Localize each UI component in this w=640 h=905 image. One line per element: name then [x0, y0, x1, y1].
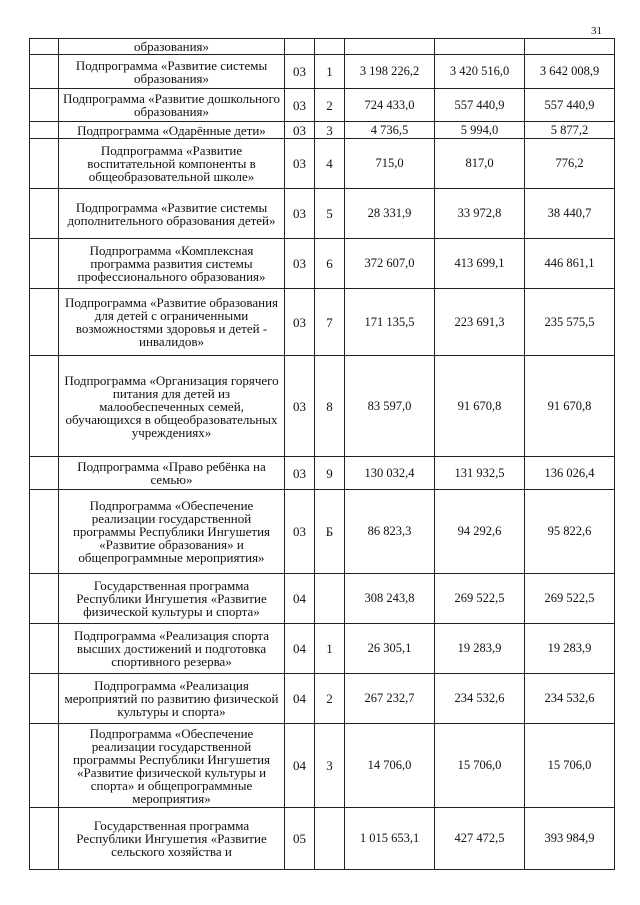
table-row	[30, 808, 615, 870]
table-row	[30, 457, 615, 490]
subprogram-code: 3	[315, 122, 345, 139]
amount-year-2	[435, 39, 525, 55]
budget-table	[29, 38, 615, 870]
amount-year-2: 94 292,6	[435, 490, 525, 574]
subprogram-code: 6	[315, 239, 345, 289]
program-name: Подпрограмма «Развитие образования для детей с ограниченными возможностями здоровья и детей - инвалидов»	[59, 289, 285, 356]
program-name: Подпрограмма «Обеспечение реализации государственной программы Республики Ингушетия «Развитие образования» и общепрограммные мероприятия»	[59, 490, 285, 574]
table-row	[30, 289, 615, 356]
table-row	[30, 624, 615, 674]
amount-year-1	[345, 39, 435, 55]
empty-cell	[30, 122, 59, 139]
program-name: Государственная программа Республики Ингушетия «Развитие физической культуры и спорта»	[59, 574, 285, 624]
program-code: 03	[285, 356, 315, 457]
subprogram-code: 8	[315, 356, 345, 457]
table-row	[30, 89, 615, 122]
empty-cell	[30, 189, 59, 239]
amount-year-1: 3 198 226,2	[345, 55, 435, 89]
subprogram-code	[315, 808, 345, 870]
empty-cell	[30, 457, 59, 490]
amount-year-2: 234 532,6	[435, 674, 525, 724]
program-code: 04	[285, 624, 315, 674]
subprogram-code	[315, 574, 345, 624]
table-row	[30, 674, 615, 724]
table-row	[30, 490, 615, 574]
amount-year-1: 267 232,7	[345, 674, 435, 724]
amount-year-3: 234 532,6	[525, 674, 615, 724]
subprogram-code: 3	[315, 724, 345, 808]
amount-year-1: 86 823,3	[345, 490, 435, 574]
program-name: Подпрограмма «Развитие воспитательной компоненты в общеобразовательной школе»	[59, 139, 285, 189]
empty-cell	[30, 624, 59, 674]
empty-cell	[30, 39, 59, 55]
amount-year-2: 269 522,5	[435, 574, 525, 624]
amount-year-2: 3 420 516,0	[435, 55, 525, 89]
amount-year-3: 776,2	[525, 139, 615, 189]
amount-year-2: 19 283,9	[435, 624, 525, 674]
amount-year-2: 427 472,5	[435, 808, 525, 870]
program-code: 03	[285, 457, 315, 490]
program-name: Подпрограмма «Реализация мероприятий по развитию физической культуры и спорта»	[59, 674, 285, 724]
amount-year-3: 38 440,7	[525, 189, 615, 239]
empty-cell	[30, 574, 59, 624]
amount-year-3: 15 706,0	[525, 724, 615, 808]
subprogram-code: 1	[315, 55, 345, 89]
amount-year-2: 557 440,9	[435, 89, 525, 122]
amount-year-1: 724 433,0	[345, 89, 435, 122]
program-code: 03	[285, 139, 315, 189]
amount-year-1: 372 607,0	[345, 239, 435, 289]
amount-year-2: 33 972,8	[435, 189, 525, 239]
amount-year-2: 817,0	[435, 139, 525, 189]
empty-cell	[30, 139, 59, 189]
amount-year-1: 171 135,5	[345, 289, 435, 356]
program-code: 03	[285, 189, 315, 239]
amount-year-1: 308 243,8	[345, 574, 435, 624]
table-row	[30, 122, 615, 139]
program-code: 03	[285, 289, 315, 356]
subprogram-code: 2	[315, 674, 345, 724]
program-code: 04	[285, 674, 315, 724]
table-row	[30, 189, 615, 239]
amount-year-2: 5 994,0	[435, 122, 525, 139]
empty-cell	[30, 674, 59, 724]
program-code: 03	[285, 89, 315, 122]
amount-year-3: 269 522,5	[525, 574, 615, 624]
amount-year-1: 26 305,1	[345, 624, 435, 674]
program-name: Подпрограмма «Реализация спорта высших достижений и подготовка спортивного резерва»	[59, 624, 285, 674]
amount-year-2: 15 706,0	[435, 724, 525, 808]
subprogram-code: 4	[315, 139, 345, 189]
subprogram-code: 2	[315, 89, 345, 122]
amount-year-1: 715,0	[345, 139, 435, 189]
amount-year-1: 130 032,4	[345, 457, 435, 490]
empty-cell	[30, 356, 59, 457]
subprogram-code: Б	[315, 490, 345, 574]
subprogram-code: 9	[315, 457, 345, 490]
program-code: 03	[285, 239, 315, 289]
table-row	[30, 574, 615, 624]
program-code: 03	[285, 490, 315, 574]
table-row	[30, 55, 615, 89]
amount-year-3: 95 822,6	[525, 490, 615, 574]
program-code: 05	[285, 808, 315, 870]
amount-year-2: 223 691,3	[435, 289, 525, 356]
subprogram-code: 1	[315, 624, 345, 674]
empty-cell	[30, 490, 59, 574]
amount-year-3: 446 861,1	[525, 239, 615, 289]
program-code	[285, 39, 315, 55]
table-row	[30, 356, 615, 457]
program-code: 04	[285, 574, 315, 624]
table-row	[30, 239, 615, 289]
amount-year-3	[525, 39, 615, 55]
program-code: 03	[285, 122, 315, 139]
empty-cell	[30, 289, 59, 356]
amount-year-1: 1 015 653,1	[345, 808, 435, 870]
table-row	[30, 39, 615, 55]
amount-year-1: 83 597,0	[345, 356, 435, 457]
program-name: Подпрограмма «Развитие дошкольного образования»	[59, 89, 285, 122]
empty-cell	[30, 724, 59, 808]
subprogram-code	[315, 39, 345, 55]
table-row	[30, 139, 615, 189]
program-name: образования»	[59, 39, 285, 55]
amount-year-2: 131 932,5	[435, 457, 525, 490]
amount-year-2: 91 670,8	[435, 356, 525, 457]
program-name: Подпрограмма «Право ребёнка на семью»	[59, 457, 285, 490]
program-code: 03	[285, 55, 315, 89]
program-name: Подпрограмма «Обеспечение реализации государственной программы Республики Ингушетия «Развитие физической культуры и спорта» и общепрограммные мероприятия»	[59, 724, 285, 808]
amount-year-1: 14 706,0	[345, 724, 435, 808]
amount-year-3: 557 440,9	[525, 89, 615, 122]
amount-year-3: 19 283,9	[525, 624, 615, 674]
program-name: Подпрограмма «Развитие системы дополнительного образования детей»	[59, 189, 285, 239]
amount-year-1: 28 331,9	[345, 189, 435, 239]
program-name: Подпрограмма «Организация горячего питания для детей из малообеспеченных семей, обучающихся в общеобразовательных учреждениях»	[59, 356, 285, 457]
amount-year-1: 4 736,5	[345, 122, 435, 139]
table-row	[30, 724, 615, 808]
amount-year-3: 235 575,5	[525, 289, 615, 356]
empty-cell	[30, 239, 59, 289]
amount-year-2: 413 699,1	[435, 239, 525, 289]
program-name: Государственная программа Республики Ингушетия «Развитие сельского хозяйства и	[59, 808, 285, 870]
program-name: Подпрограмма «Комплексная программа развития системы профессионального образования»	[59, 239, 285, 289]
page-number: 31	[591, 25, 602, 37]
subprogram-code: 5	[315, 189, 345, 239]
amount-year-3: 5 877,2	[525, 122, 615, 139]
program-code: 04	[285, 724, 315, 808]
empty-cell	[30, 808, 59, 870]
program-name: Подпрограмма «Одарённые дети»	[59, 122, 285, 139]
amount-year-3: 91 670,8	[525, 356, 615, 457]
subprogram-code: 7	[315, 289, 345, 356]
amount-year-3: 393 984,9	[525, 808, 615, 870]
program-name: Подпрограмма «Развитие системы образования»	[59, 55, 285, 89]
empty-cell	[30, 55, 59, 89]
amount-year-3: 3 642 008,9	[525, 55, 615, 89]
amount-year-3: 136 026,4	[525, 457, 615, 490]
empty-cell	[30, 89, 59, 122]
